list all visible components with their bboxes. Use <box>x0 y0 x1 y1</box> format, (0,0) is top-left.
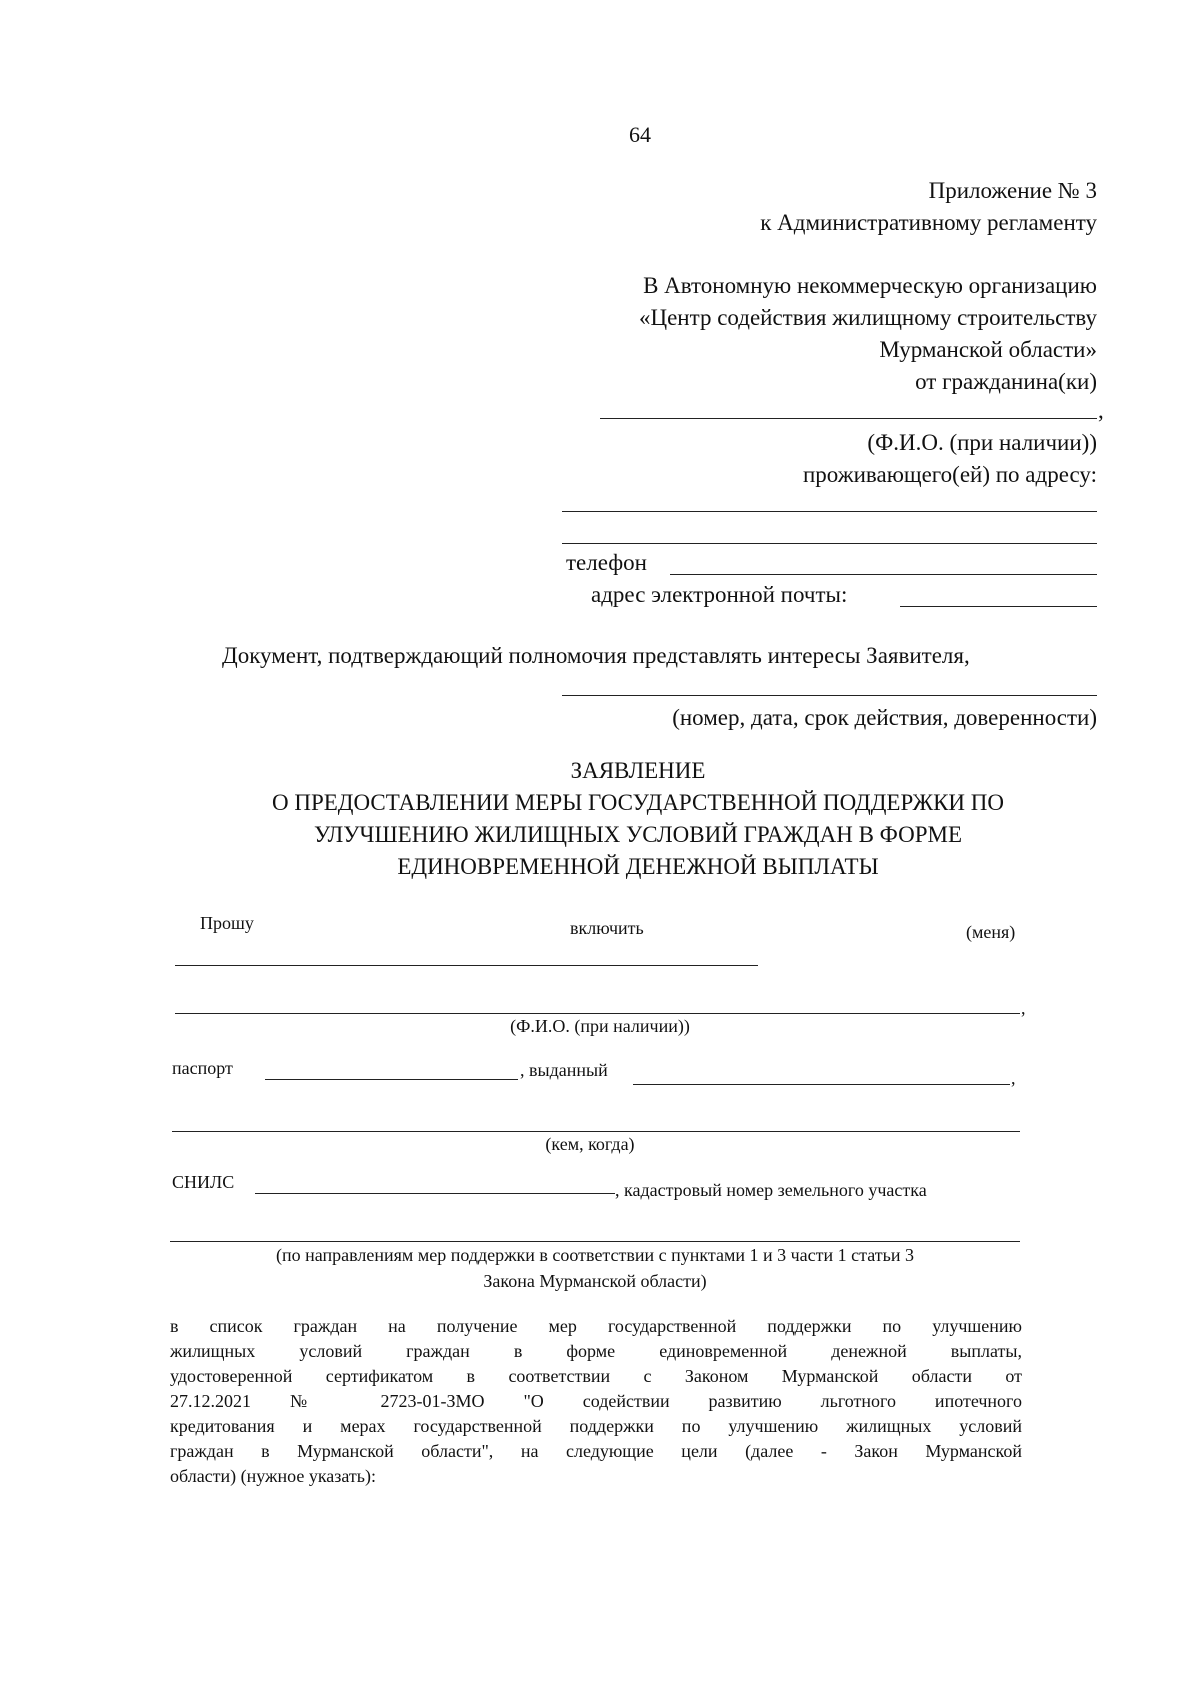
applicant-name-hint: (Ф.И.О. (при наличии)) <box>867 430 1097 455</box>
email-line <box>900 606 1097 607</box>
issued-comma: , <box>1011 1068 1016 1088</box>
statement-subtitle-1: О ПРЕДОСТАВЛЕНИИ МЕРЫ ГОСУДАРСТВЕННОЙ ПОДДЕРЖКИ ПО <box>271 790 1004 815</box>
from-citizen-label: от гражданина(ки) <box>915 369 1097 394</box>
request-word: Прошу <box>200 913 254 933</box>
statement-subtitle-2: УЛУЧШЕНИЮ ЖИЛИЩНЫХ УСЛОВИЙ ГРАЖДАН В ФОРМЕ <box>313 822 963 847</box>
passport-line <box>265 1079 518 1080</box>
issued-by-hint: (кем, когда) <box>545 1134 635 1154</box>
snils-line <box>255 1193 615 1194</box>
body-line: 27.12.2021 № 2723-01-ЗМО "О содействии развитию льготного ипотечного <box>170 1391 1022 1411</box>
page-number: 64 <box>629 122 651 147</box>
email-label: адрес электронной почты: <box>591 582 848 607</box>
body-line: граждан в Мурманской области", на следующие цели (далее - Закон Мурманской <box>170 1441 1022 1461</box>
me-word: (меня) <box>966 922 1016 942</box>
address-line-2 <box>562 543 1097 544</box>
address-line-1 <box>562 511 1097 512</box>
issued-by-line <box>172 1131 1020 1132</box>
applicant-name-line <box>600 418 1097 419</box>
body-line: области) (нужное указать): <box>170 1466 376 1486</box>
statement-body <box>170 1314 1022 1489</box>
issued-line <box>633 1084 1010 1085</box>
body-line: кредитования и мерах государственной поддержки по улучшению жилищных условий <box>170 1416 1022 1436</box>
applicant-name-comma: , <box>1098 398 1104 423</box>
body-line: жилищных условий граждан в форме единовременной денежной выплаты, <box>170 1341 1022 1361</box>
include-word: включить <box>570 918 644 938</box>
address-label: проживающего(ей) по адресу: <box>803 462 1097 487</box>
addressee-line-2: «Центр содействия жилищному строительству <box>638 305 1097 330</box>
appendix-title: Приложение № 3 <box>928 178 1097 203</box>
authority-label: Документ, подтверждающий полномочия представлять интересы Заявителя, <box>222 643 970 668</box>
phone-line <box>670 574 1097 575</box>
request-line <box>175 965 758 966</box>
directions-hint-2: Закона Мурманской области) <box>483 1271 707 1291</box>
person-name-hint: (Ф.И.О. (при наличии)) <box>510 1016 690 1036</box>
statement-subtitle-3: ЕДИНОВРЕМЕННОЙ ДЕНЕЖНОЙ ВЫПЛАТЫ <box>397 854 879 879</box>
cadastral-label: , кадастровый номер земельного участка <box>615 1180 927 1200</box>
statement-title: ЗАЯВЛЕНИЕ <box>570 758 706 783</box>
addressee-line-1: В Автономную некоммерческую организацию <box>643 273 1097 298</box>
phone-label: телефон <box>566 550 647 575</box>
body-line: в список граждан на получение мер государственной поддержки по улучшению <box>170 1316 1022 1336</box>
authority-hint: (номер, дата, срок действия, доверенности) <box>672 705 1097 730</box>
snils-label: СНИЛС <box>172 1172 235 1192</box>
person-name-comma: , <box>1021 998 1026 1018</box>
appendix-subtitle: к Административному регламенту <box>760 210 1097 235</box>
body-line: удостоверенной сертификатом в соответствии с Законом Мурманской области от <box>170 1366 1022 1386</box>
person-name-line <box>175 1013 1020 1014</box>
directions-hint-1: (по направлениям мер поддержки в соответствии с пунктами 1 и 3 части 1 статьи 3 <box>276 1245 914 1265</box>
authority-line <box>562 695 1097 696</box>
issued-label: , выданный <box>520 1060 608 1080</box>
addressee-line-3: Мурманской области» <box>879 337 1097 362</box>
cadastral-line <box>170 1241 1020 1242</box>
passport-label: паспорт <box>172 1058 233 1078</box>
